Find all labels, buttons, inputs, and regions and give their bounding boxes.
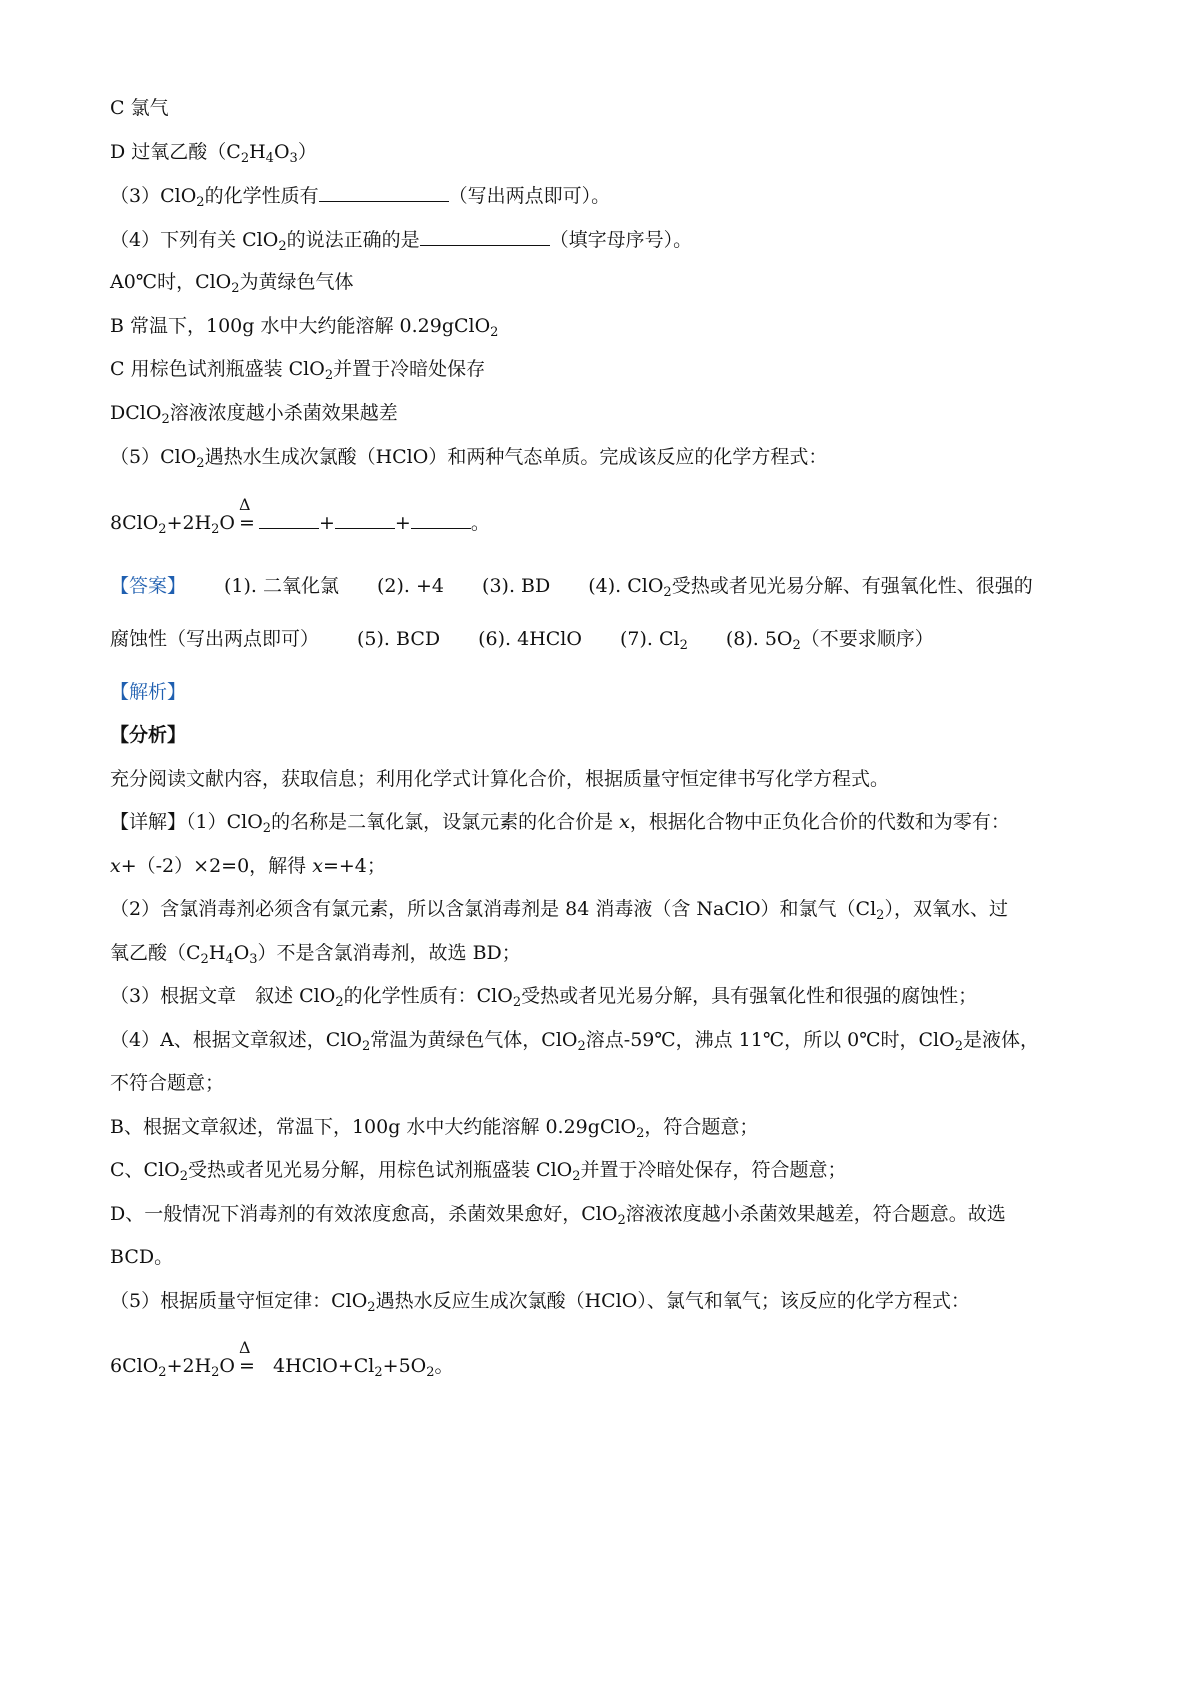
equation-blank: $8ClO_2+2H_2O$ Δ = + + 。 bbox=[110, 495, 490, 537]
question-5: （5）ClO$_2$遇热水生成次氯酸（HClO）和两种气态单质。完成该反应的化学方程式： bbox=[110, 446, 828, 471]
equation-final: $6ClO_2+2H_2O$ Δ = $4HClO+Cl_2+5O_2$。 bbox=[110, 1338, 454, 1380]
answer-tag: 【答案】 bbox=[110, 575, 187, 597]
q4-option-b: B 常温下，100g 水中大约能溶解 0.29gClO$_2$ bbox=[110, 315, 499, 340]
delta-symbol: Δ bbox=[239, 1338, 251, 1357]
detail-line-7: 不符合题意； bbox=[110, 1072, 225, 1094]
fenxi-tag: 【分析】 bbox=[110, 724, 187, 746]
q4-option-c: C 用棕色试剂瓶盛装 ClO$_2$并置于冷暗处保存 bbox=[110, 358, 486, 383]
question-4: （4）下列有关 ClO$_2$的说法正确的是 （填字母序号）。 bbox=[110, 229, 693, 254]
option-c: C 氯气 bbox=[110, 97, 169, 119]
detail-line-3: （2）含氯消毒剂必须含有氯元素，所以含氯消毒剂是 84 消毒液（含 NaClO）和氯气$(Cl_2)$，双氧水、过 bbox=[110, 898, 1008, 923]
detail-line-1: 【详解】（1）ClO$_2$的名称是二氧化氯，设氯元素的化合价是 x，根据化合物中正负化合价的代数和为零有： bbox=[110, 811, 1010, 836]
fenxi-text: 充分阅读文献内容，获取信息；利用化学式计算化合价，根据质量守恒定律书写化学方程式。 bbox=[110, 768, 890, 790]
detail-line-10: D、一般情况下消毒剂的有效浓度愈高，杀菌效果愈好，ClO$_2$溶液浓度越小杀菌效果越差，符合题意。故选 bbox=[110, 1203, 1006, 1228]
q4-option-a: A0℃时，ClO$_2$为黄绿色气体 bbox=[110, 271, 354, 296]
analysis-tag: 【解析】 bbox=[110, 681, 187, 703]
answer-blank bbox=[420, 227, 550, 246]
answer-line-1: 【答案】 (1). 二氧化氯 (2). +4 (3). BD (4). ClO$_2$受热或者见光易分解、有强氧化性、很强的 bbox=[110, 575, 1033, 600]
detail-line-11: BCD。 bbox=[110, 1246, 174, 1268]
q4-option-d: DClO$_2$溶液浓度越小杀菌效果越差 bbox=[110, 402, 398, 427]
detail-line-8: B、根据文章叙述，常温下，100g 水中大约能溶解 0.29gClO$_2$，符合题意； bbox=[110, 1116, 759, 1141]
delta-symbol: Δ bbox=[239, 495, 251, 514]
detail-line-9: C、ClO$_2$受热或者见光易分解，用棕色试剂瓶盛装 ClO$_2$并置于冷暗处保存，符合题意； bbox=[110, 1159, 847, 1184]
detail-line-4: 氧乙酸$(C_2H_4O_3)$不是含氯消毒剂，故选 BD； bbox=[110, 942, 521, 967]
detail-line-5: （3）根据文章 叙述 ClO$_2$的化学性质有：ClO$_2$受热或者见光易分解，具有强氧化性和很强的腐蚀性； bbox=[110, 985, 978, 1010]
detail-line-2: x+（-2）×2=0，解得 x=+4； bbox=[110, 855, 386, 877]
answer-blank bbox=[319, 183, 449, 202]
detail-line-12: （5）根据质量守恒定律：ClO$_2$遇热水反应生成次氯酸（HClO）、氯气和氧气；该反应的化学方程式： bbox=[110, 1290, 970, 1315]
detail-line-6: （4）A、根据文章叙述，ClO$_2$常温为黄绿色气体，ClO$_2$溶点-59℃，沸点 11℃，所以 0℃时，ClO$_2$是液体， bbox=[110, 1029, 1039, 1054]
option-d: D 过氧乙酸$(C_2H_4O_3)$ bbox=[110, 141, 317, 166]
answer-line-2: 腐蚀性（写出两点即可） (5). BCD (6). 4HClO (7). $Cl_2$ (8). $5O_2$（不要求顺序） bbox=[110, 628, 934, 653]
question-3: （3）ClO$_2$的化学性质有 （写出两点即可）。 bbox=[110, 185, 611, 210]
